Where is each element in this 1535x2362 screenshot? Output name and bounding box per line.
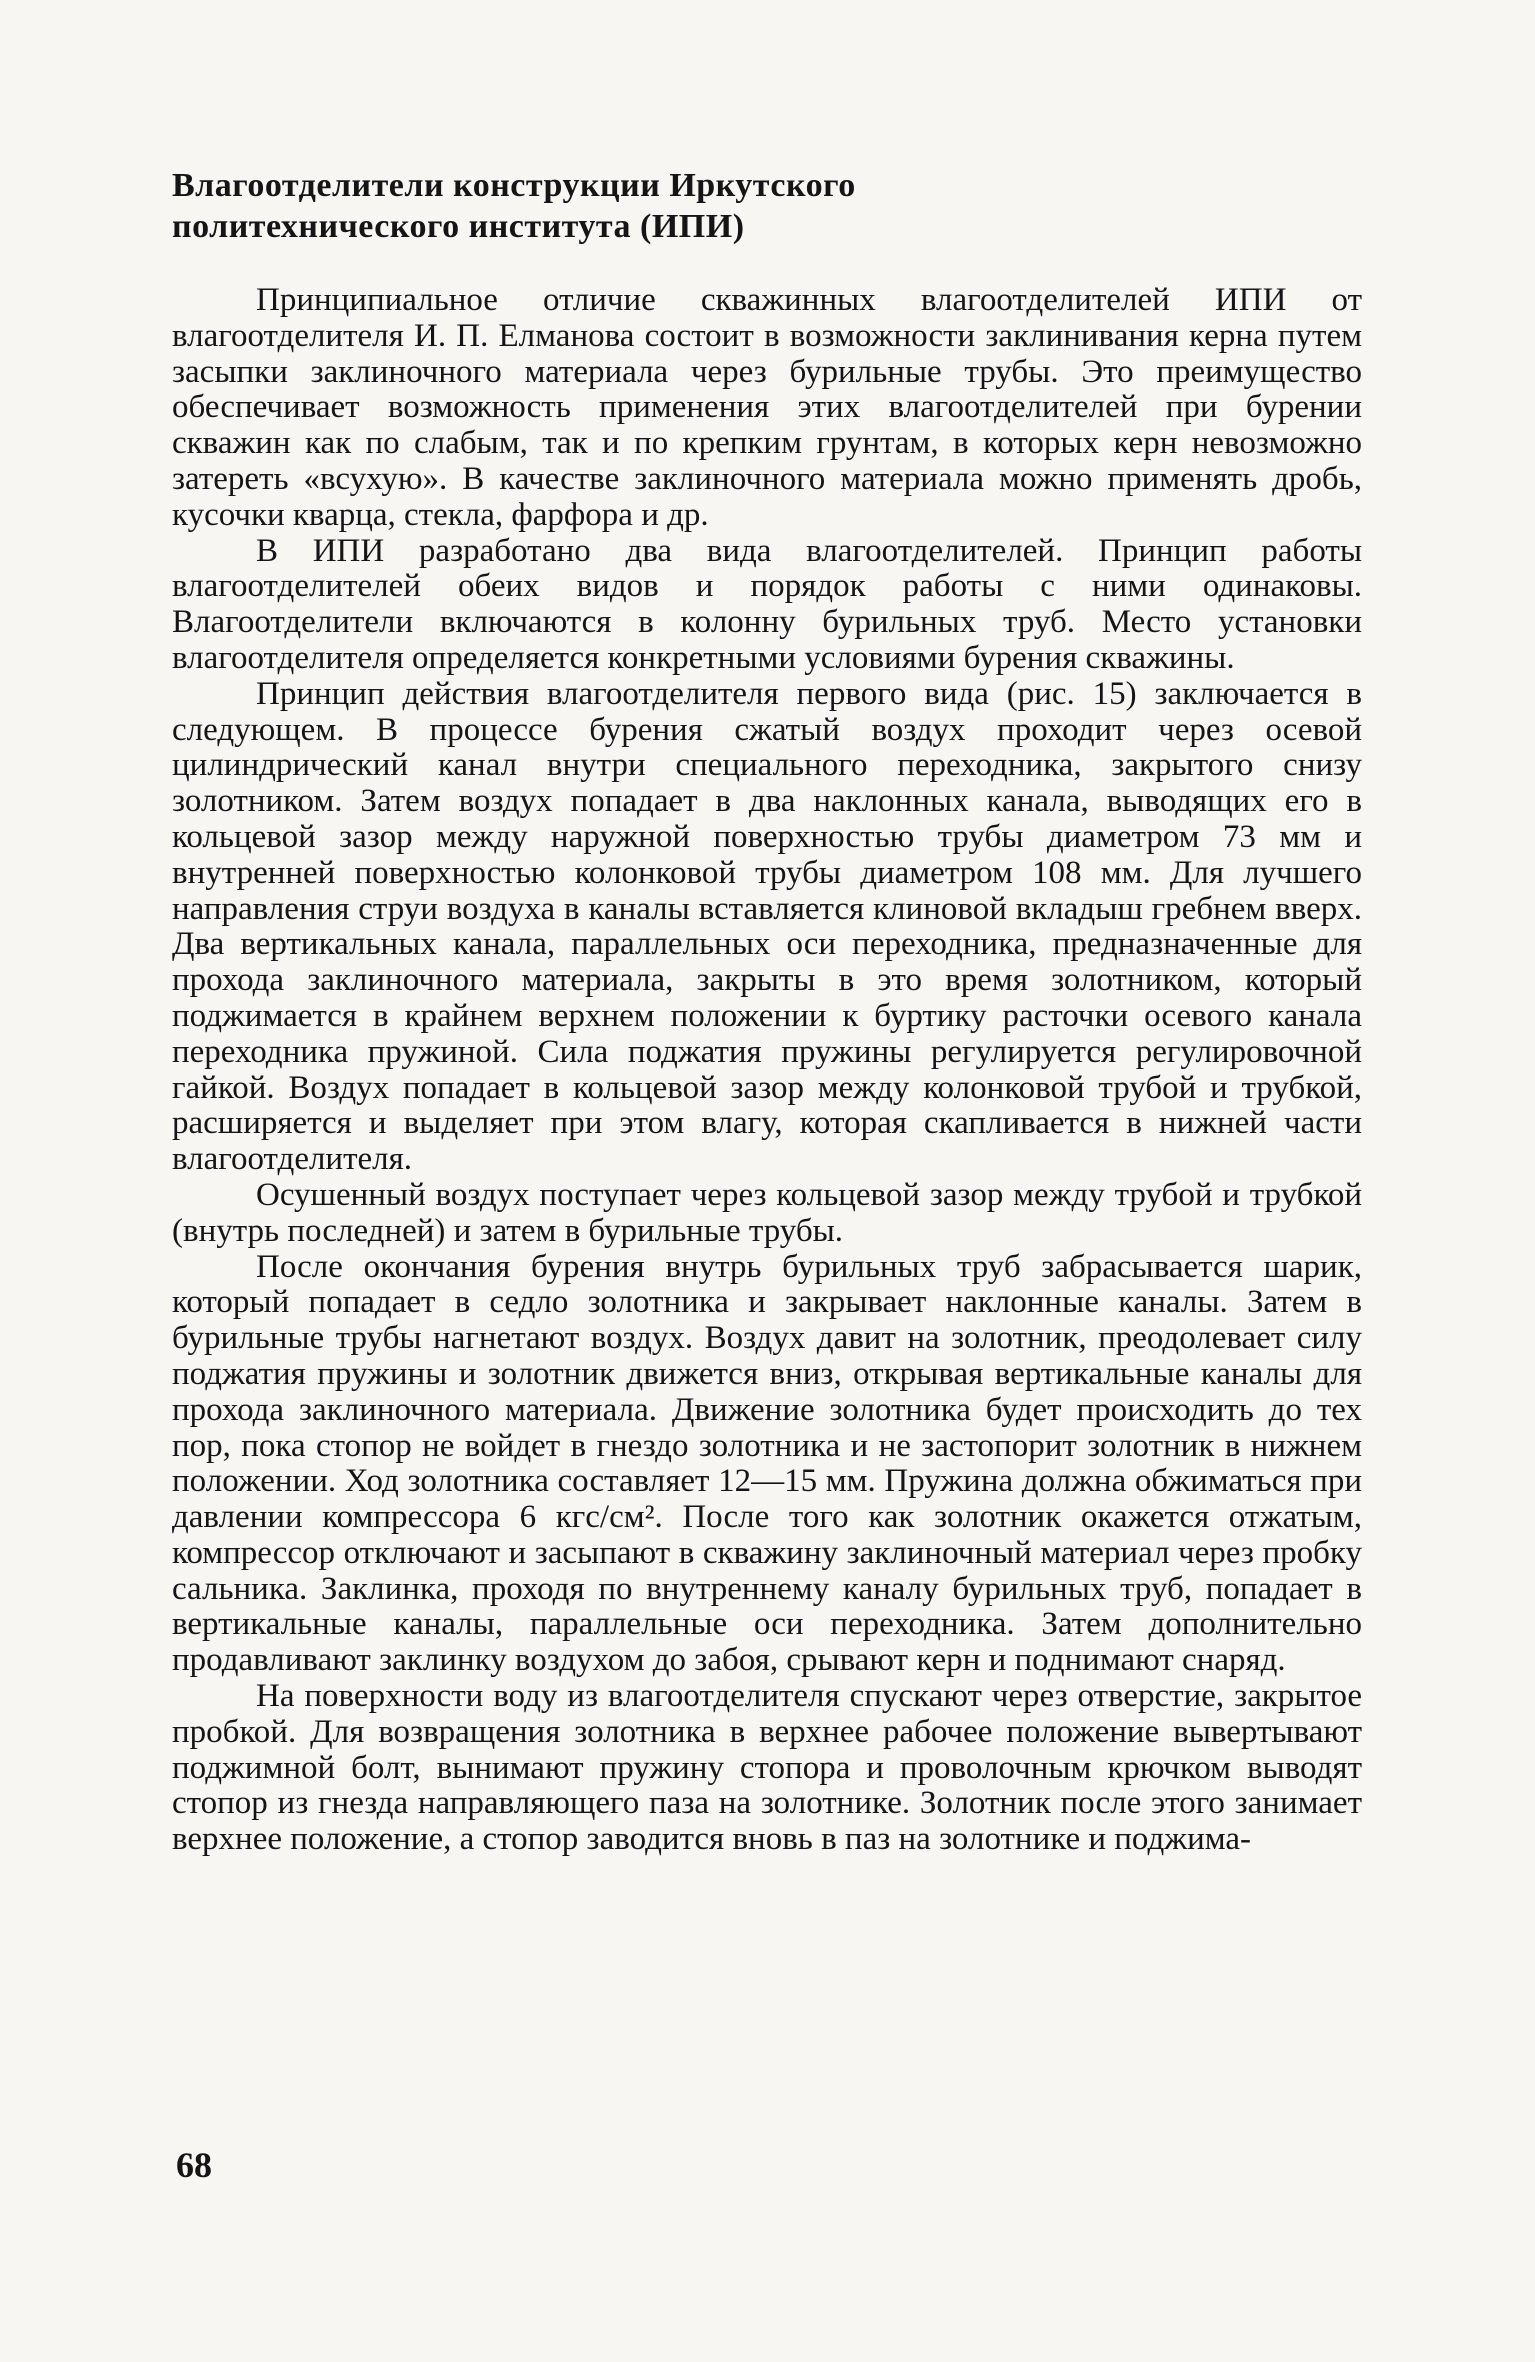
paragraph: В ИПИ разработано два вида влагоотделителей. Принцип работы влагоотделителей обеих видов и порядок работы с ними одинаковы. Влагоотделители включаются в колонну бурильных труб. Место установки влагоотделителя определяется конкретными условиями бурения скважины.: [172, 532, 1362, 676]
page-number: 68: [176, 2145, 212, 2185]
paragraph: Осушенный воздух поступает через кольцевой зазор между трубой и трубкой (внутрь последней) и затем в бурильные трубы.: [172, 1176, 1362, 1249]
paragraph: Принципиальное отличие скважинных влагоотделителей ИПИ от влагоотделителя И. П. Елманова состоит в возможности заклинивания керна путем засыпки заклиночного материала через бурильные трубы. Это преимущество обеспечивает возможность применения этих влагоотделителей при бурении скважин как по слабым, так и по крепким грунтам, в которых керн невозможно затереть «всухую». В качестве заклиночного материала можно применять дробь, кусочки кварца, стекла, фарфора и др.: [172, 282, 1362, 533]
book-page: [172, 165, 1362, 2225]
section-heading-line-2: политехнического института (ИПИ): [172, 208, 745, 245]
paragraph: После окончания бурения внутрь бурильных труб забрасывается шарик, который попадает в седло золотника и закрывает наклонные каналы. Затем в бурильные трубы нагнетают воздух. Воздух давит на золотник, преодолевает силу поджатия пружины и золотник движется вниз, открывая вертикальные каналы для прохода заклиночного материала. Движение золотника будет происходить до тех пор, пока стопор не войдет в гнездо золотника и не застопорит золотник в нижнем положении. Ход золотника составляет 12—15 мм. Пружина должна обжиматься при давлении компрессора 6 кгс/см². После того как золотник окажется отжатым, компрессор отключают и засыпают в скважину заклиночный материал через пробку сальника. Заклинка, проходя по внутреннему каналу бурильных труб, попадает в вертикальные каналы, параллельные оси переходника. Затем дополнительно продавливают заклинку воздухом до забоя, срывают керн и поднимают снаряд.: [172, 1248, 1362, 1679]
section-heading-line-1: Влагоотделители конструкции Иркутского: [172, 167, 856, 204]
section-heading: [172, 165, 972, 247]
body-text: [172, 283, 1362, 1858]
paragraph: На поверхности воду из влагоотделителя спускают через отверстие, закрытое пробкой. Для возвращения золотника в верхнее рабочее положение вывертывают поджимной болт, вынимают пружину стопора и проволочным крючком выводят стопор из гнезда направляющего паза на золотнике. Золотник после этого занимает верхнее положение, а стопор заводится вновь в паз на золотнике и поджима-: [172, 1678, 1362, 1858]
paragraph: Принцип действия влагоотделителя первого вида (рис. 15) заключается в следующем. В процессе бурения сжатый воздух проходит через осевой цилиндрический канал внутри специального переходника, закрытого снизу золотником. Затем воздух попадает в два наклонных канала, выводящих его в кольцевой зазор между наружной поверхностью трубы диаметром 73 мм и внутренней поверхностью колонковой трубы диаметром 108 мм. Для лучшего направления струи воздуха в каналы вставляется клиновой вкладыш гребнем вверх. Два вертикальных канала, параллельных оси переходника, предназначенные для прохода заклиночного материала, закрыты в это время золотником, который поджимается в крайнем верхнем положении к буртику расточки осевого канала переходника пружиной. Сила поджатия пружины регулируется регулировочной гайкой. Воздух попадает в кольцевой зазор между колонковой трубой и трубкой, расширяется и выделяет при этом влагу, которая скапливается в нижней части влагоотделителя.: [172, 675, 1362, 1178]
